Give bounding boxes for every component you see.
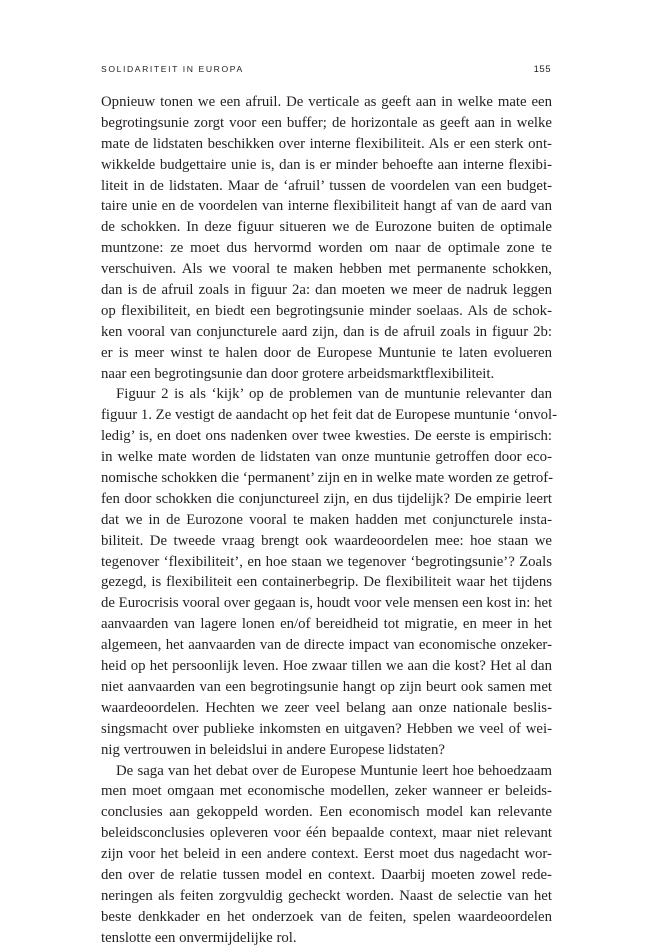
text-line: dat we in de Eurozone vooral te maken hadden met conjuncturele insta- <box>101 511 552 528</box>
text-line: aanvaarden van lagere lonen en/of bereidheid tot migratie, en meer in het <box>101 616 552 633</box>
text-line: beleidsconclusies opleveren voor één bepaalde context, maar niet relevant <box>101 825 552 842</box>
paragraph <box>101 761 552 949</box>
text-line: neringen als feiten zorgvuldig gecheckt worden. Naast de selectie van het <box>101 887 552 904</box>
body-text <box>101 92 558 949</box>
paragraph <box>101 384 558 760</box>
text-line: niet aanvaarden van een begrotingsunie hangt op zijn beurt ook samen met <box>101 678 552 695</box>
text-line: er is meer winst te halen door de Europese Muntunie te laten evolueren <box>101 344 552 361</box>
text-line: de Eurocrisis vooral over gegaan is, houdt voor vele mensen een kost in: het <box>101 595 553 612</box>
text-line: De saga van het debat over de Europese Muntunie leert hoe behoedzaam <box>116 762 552 779</box>
text-line: muntzone: ze moet dus hervormd worden om naar de optimale zone te <box>101 240 552 257</box>
text-line: mate de lidstaten beschikken over interne flexibiliteit. Als er een sterk ont- <box>101 135 552 152</box>
text-line: taire unie en de voordelen van interne flexibiliteit hangt af van de aard van <box>101 198 552 215</box>
text-line: in welke mate worden de lidstaten van onze muntunie getroffen door eco- <box>101 449 552 466</box>
text-line: conclusies aan gekoppeld worden. Een economisch model kan relevante <box>101 804 552 821</box>
text-line: nomische schokken die ‘permanent’ zijn en in welke mate worden ze getrof- <box>101 470 554 487</box>
text-line: naar een begrotingsunie dan door grotere arbeidsmarktflexibiliteit. <box>101 365 495 382</box>
text-line: heid op het persoonlijk leven. Hoe zwaar tillen we aan die kost? Het al dan <box>101 658 552 675</box>
text-line: figuur 1. Ze vestigt de aandacht op het feit dat de Europese muntunie ‘onvol- <box>101 407 558 424</box>
text-line: verschuiven. Als we vooral te maken hebben met permanente schokken, <box>101 261 552 278</box>
text-line: tegenover ‘flexibiliteit’, en hoe staan we tegenover ‘begrotingsunie’? Zoals <box>101 553 552 570</box>
text-line: Opnieuw tonen we een afruil. De verticale as geeft aan in welke mate een <box>101 94 552 110</box>
paragraph <box>101 92 552 384</box>
text-line: gezegd, is flexibiliteit een containerbegrip. De flexibiliteit waar het tijdens <box>101 574 552 591</box>
text-line: begrotingsunie zorgt voor een buffer; de horizontale as geeft aan in welke <box>101 114 552 131</box>
text-line: beste denkkader en het onderzoek van de feiten, spelen waardeoordelen <box>101 908 552 925</box>
text-line: nig vertrouwen in beleidslui in andere Europese lidstaten? <box>101 741 445 758</box>
text-line: zijn voor het beleid in een andere context. Eerst moet dus nagedacht wor- <box>101 846 552 863</box>
text-line: waardeoordelen. Hechten we zeer veel belang aan onze nationale beslis- <box>101 699 552 716</box>
text-line: tenslotte een onvermijdelijke rol. <box>101 929 297 946</box>
text-line: algemeen, het aanvaarden van de directe impact van economische onzeker- <box>101 637 552 654</box>
text-line: biliteit. De tweede vraag brengt ook waardeoordelen mee: hoe staan we <box>101 532 552 549</box>
text-line: wikkelde budgettaire unie is, dan is er minder behoefte aan interne flexibi- <box>101 156 552 173</box>
text-line: Figuur 2 is als ‘kijk’ op de problemen van de muntunie relevanter dan <box>116 386 552 403</box>
text-line: men moet omgaan met economische modellen, zeker wanneer er beleids- <box>101 783 552 800</box>
text-line: dan is de afruil zoals in figuur 2a: dan moeten we meer de nadruk leggen <box>101 282 552 299</box>
text-line: singsmacht over publieke inkomsten en uitgaven? Hebben we veel of wei- <box>101 720 552 737</box>
text-line: liteit in de lidstaten. Maar de ‘afruil’ tussen de voordelen van een budget- <box>101 177 552 194</box>
text-line: op flexibiliteit, en biedt een begrotingsunie minder soelaas. Als de schok- <box>101 302 552 319</box>
text-line: de schokken. In deze figuur situeren we de Eurozone buiten de optimale <box>101 219 552 236</box>
page-number: 155 <box>533 64 551 75</box>
text-line: den over de relatie tussen model en context. Daarbij moeten zowel rede- <box>101 866 552 883</box>
running-head: SOLIDARITEIT IN EUROPA <box>101 64 244 74</box>
text-line: fen door schokken die conjunctureel zijn, en dus tijdelijk? De empirie leert <box>101 490 552 507</box>
text-line: ledig’ is, en doet ons nadenken over twee kwesties. De eerste is empirisch: <box>101 428 552 445</box>
text-line: ken vooral van conjuncturele aard zijn, dan is de afruil zoals in figuur 2b: <box>101 323 552 340</box>
